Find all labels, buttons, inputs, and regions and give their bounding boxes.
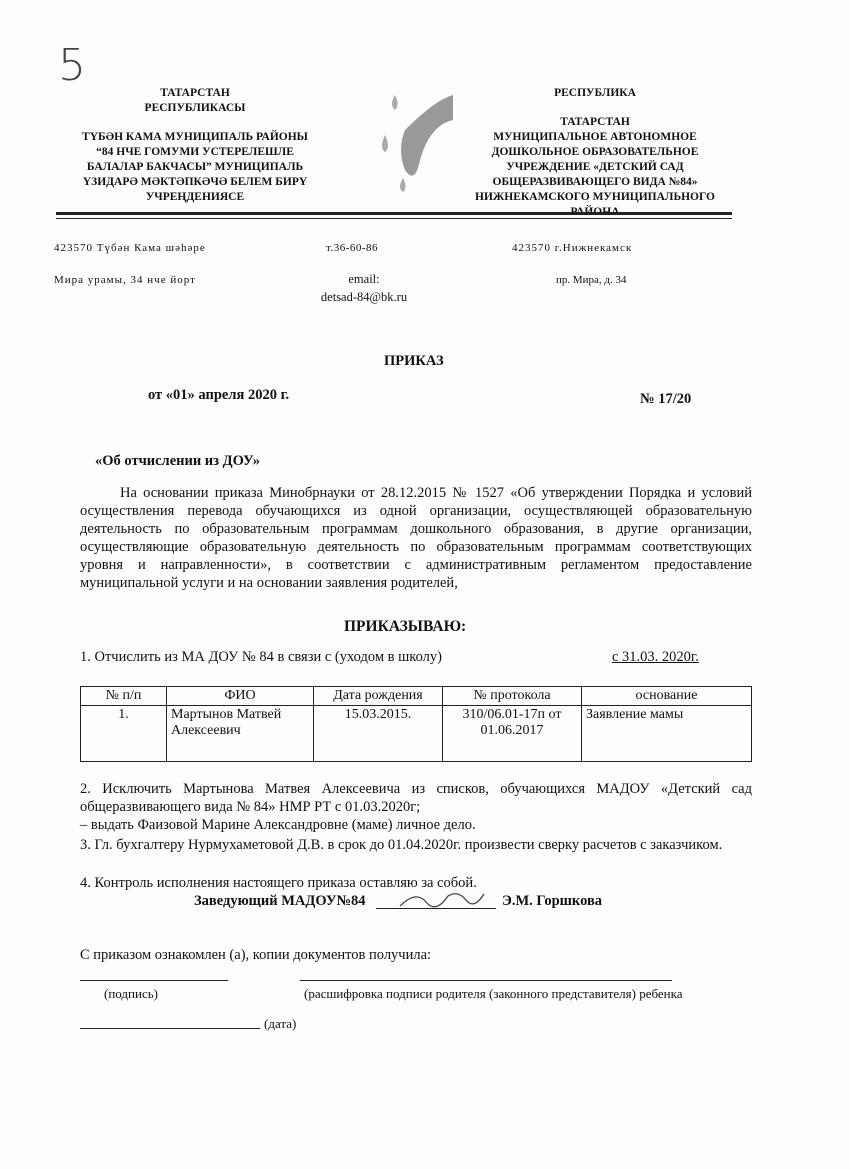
column-header: № протокола (443, 687, 582, 706)
header-left-line: ТАТАРСТАН (160, 87, 230, 99)
header-left-line: “84 НЧЕ ГОМУМИ УСТЕРЕЛЕШЛЕ (96, 146, 294, 158)
order-date: от «01» апреля 2020 г. (148, 387, 290, 403)
header-right-line: МУНИЦИПАЛЬНОЕ АВТОНОМНОЕ (493, 131, 697, 143)
preamble-paragraph: На основании приказа Минобрнауки от 28.12.2015 № 1527 «Об утверждении Порядка и условий осуществления перевода обучающихся из одной организации, осуществляющей образовательную деятельность по образовательным программам дошкольного образования, в другие организации, осуществляющие образовательную деятельность по образовательным программам соответствующих уровня и направленности», в соответствии с административным регламентом предоставление муниципальной услуги и на основании заявления родителей, (80, 485, 752, 591)
address-right-1: 423570 г.Нижнекамск (512, 242, 633, 254)
header-left-line: РЕСПУБЛИКАСЫ (144, 102, 246, 114)
date-line (80, 1028, 260, 1029)
header-divider (56, 212, 732, 215)
logo-drops-icon (375, 90, 455, 200)
acknowledgement: С приказом ознакомлен (а), копии документов получила: (80, 947, 432, 963)
column-header: № п/п (81, 687, 167, 706)
column-header: ФИО (167, 687, 314, 706)
item-1-date: с 31.03. 2020г. (612, 649, 699, 665)
order-number: № 17/20 (640, 391, 692, 407)
column-header: Дата рождения (314, 687, 443, 706)
handwritten-page-number: 5 (58, 40, 86, 91)
order-heading: ПРИКАЗЫВАЮ: (344, 618, 467, 635)
header-left-line: ҮЗИДАРӘ МӘКТӘПКӘЧӘ БЕЛЕМ БИРҮ (82, 176, 308, 188)
parent-signature-line (80, 980, 228, 981)
parent-name-line (300, 980, 672, 981)
item-3: 3. Гл. бухгалтеру Нурмухаметовой Д.В. в срок до 01.04.2020г. произвести сверку расчетов с заказчиком. (80, 837, 723, 853)
address-left-1: 423570 Түбән Кама шәһәре (54, 242, 206, 254)
item-2b: – выдать Фаизовой Марине Александровне (маме) личное дело. (80, 817, 476, 833)
signature-role: Заведующий МАДОУ№84 (194, 893, 366, 909)
header-left-line: УЧРЕҢДЕНИЯСЕ (145, 191, 245, 203)
email-label: email: (348, 272, 380, 286)
email-block (306, 270, 422, 306)
children-table (80, 686, 752, 762)
cell-protocol: 310/06.01-17п от 01.06.2017 (443, 706, 582, 762)
cell-number: 1. (81, 706, 167, 762)
column-header: основание (582, 687, 752, 706)
address-right-2: пр. Мира, д. 34 (556, 274, 627, 286)
header-left-line: БАЛАЛАР БАКЧАСЫ” МУНИЦИПАЛЬ (86, 161, 304, 173)
table-header-row (81, 687, 752, 706)
header-right-line: ДОШКОЛЬНОЕ ОБРАЗОВАТЕЛЬНОЕ (491, 146, 699, 158)
header-left-line: ТҮБӘН КАМА МУНИЦИПАЛЬ РАЙОНЫ (82, 131, 308, 143)
cell-birthdate: 15.03.2015. (314, 706, 443, 762)
email[interactable]: detsad-84@bk.ru (320, 290, 408, 304)
item-4: 4. Контроль исполнения настоящего приказа оставляю за собой. (80, 875, 477, 891)
cell-name: Мартынов Матвей Алексеевич (167, 706, 314, 762)
signature-caption: (подпись) (104, 986, 158, 1001)
header-right-line: ОБЩЕРАЗВИВАЮЩЕГО ВИДА №84» (492, 176, 698, 188)
header-right-line: ТАТАРСТАН (560, 116, 630, 128)
handwritten-signature-icon (396, 886, 486, 912)
header-right-line: РЕСПУБЛИКА (554, 87, 636, 99)
header-divider-thin (56, 218, 732, 219)
decode-caption: (расшифровка подписи родителя (законного представителя) ребенка (304, 986, 683, 1001)
header-left (70, 86, 320, 205)
date-caption: (дата) (264, 1016, 297, 1031)
header-right-line: УЧРЕЖДЕНИЕ «ДЕТСКИЙ САД (506, 161, 684, 173)
header-right-line: НИЖНЕКАМСКОГО МУНИЦИПАЛЬНОГО (475, 191, 715, 203)
document-title: ПРИКАЗ (384, 353, 444, 369)
signature-name: Э.М. Горшкова (502, 893, 603, 909)
header-right (470, 86, 720, 220)
order-subject: «Об отчислении из ДОУ» (95, 453, 261, 469)
address-left-2: Мира урамы, 34 нче йорт (54, 274, 196, 286)
table-row (81, 706, 752, 762)
item-2: 2. Исключить Мартынова Матвея Алексеевича из списков, обучающихся МАДОУ «Детский сад общеразвивающего вида № 84» НМР РТ с 01.03.2020г; (80, 781, 752, 815)
phone: т.36-60-86 (326, 242, 379, 254)
item-1: 1. Отчислить из МА ДОУ № 84 в связи с (уходом в школу) (80, 649, 442, 665)
cell-basis: Заявление мамы (582, 706, 752, 762)
